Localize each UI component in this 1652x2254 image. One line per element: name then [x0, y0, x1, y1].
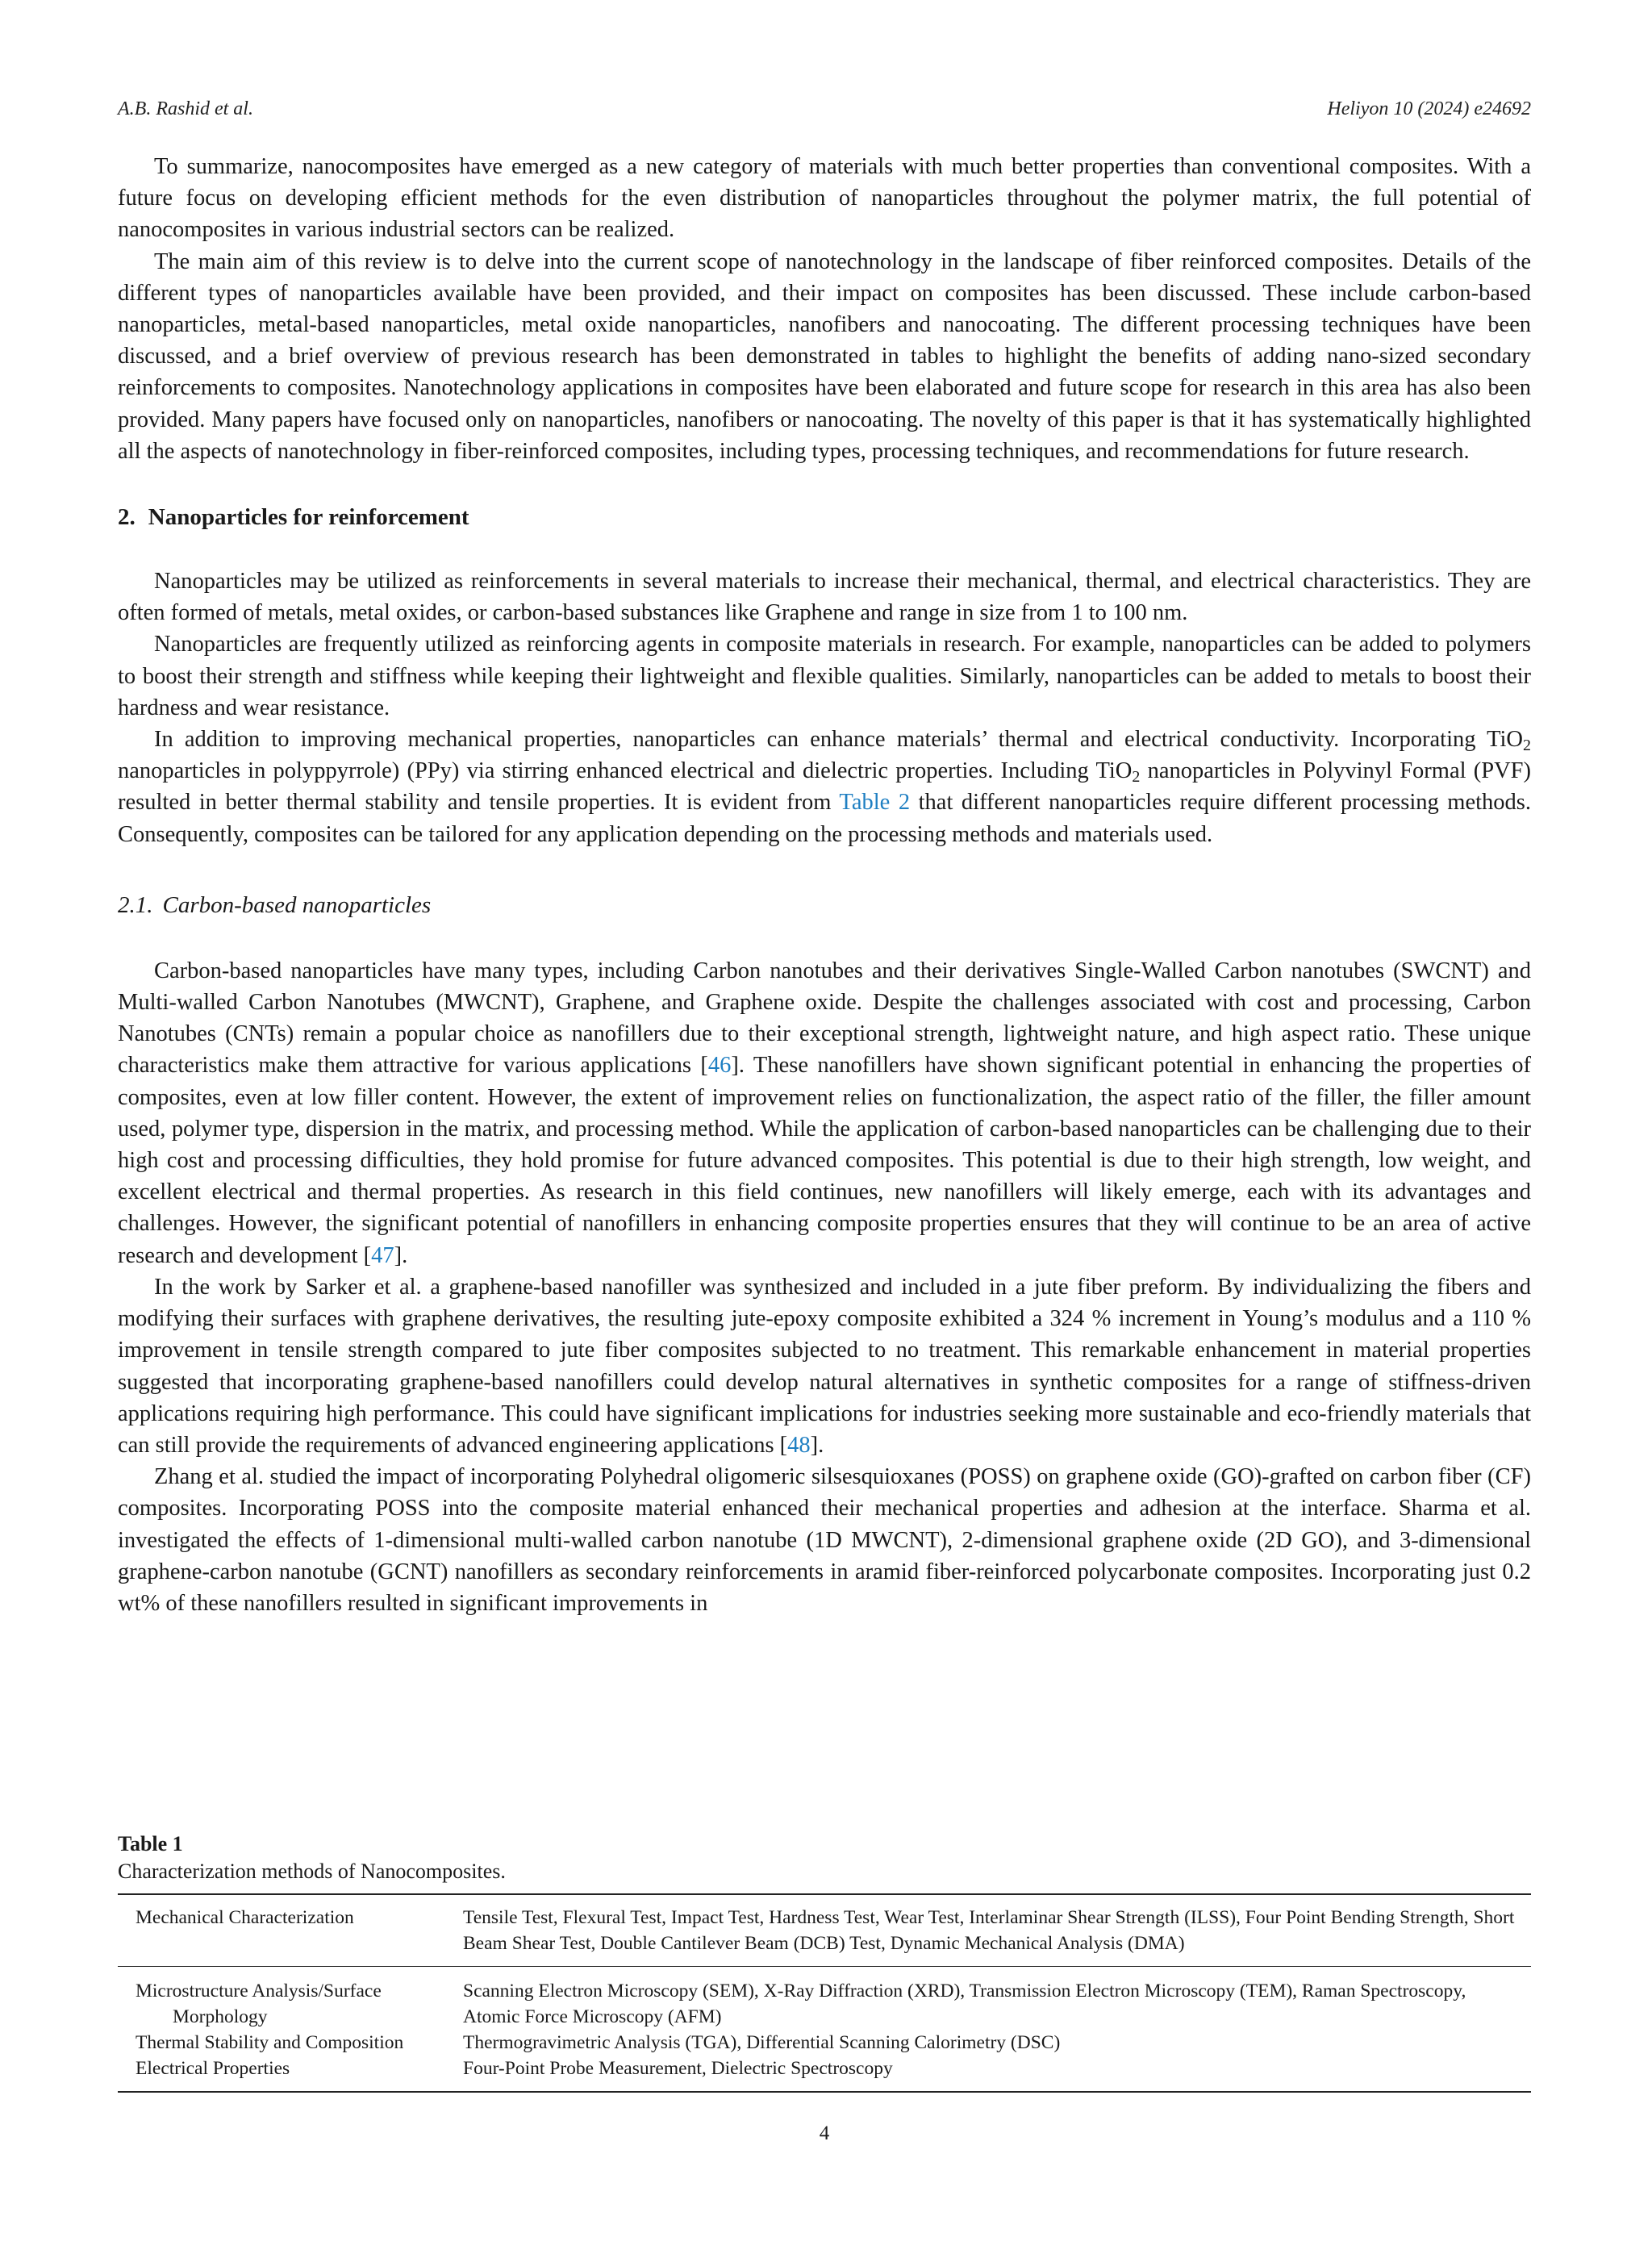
table-group-mechanical: [118, 1895, 1531, 1966]
table-group-other: [118, 1967, 1531, 2091]
section-2-paragraph-1: Nanoparticles may be utilized as reinforcements in several materials to increase their mechanical, thermal, and electrical characteristics. They are often formed of metals, metal oxides, or carbon-based substances like Graphene and range in size from 1 to 100 nm.: [118, 569, 1531, 626]
section-2-number: 2.: [118, 504, 136, 531]
section-2-heading: [118, 501, 1531, 533]
section-2-1-paragraph-2: In the work by Sarker et al. a graphene-based nanofiller was synthesized and included in a jute fiber preform. By individualizing the fibers and modifying their surfaces with graphene derivatives, the resulting jute-epoxy composite exhibited a 324 % increment in Young’s modulus and a 110 % improvement in tensile strength compared to jute fiber composites subjected to no treatment. This remarkable enhancement in material properties suggested that incorporating graphene-based nanofillers could develop natural alternatives in synthetic composites for a range of stiffness-driven applications requiring high performance. This could have significant implications for industries seeking more sustainable and eco-friendly materials that can still provide the requirements of advanced engineering applications [48].: [118, 1274, 1531, 1458]
table-cell-methods: Tensile Test, Flexural Test, Impact Test, Hardness Test, Wear Test, Interlaminar Shear Strength (ILSS), Four Point Bending Strength, Short Beam Shear Test, Double Cantilever Beam (DCB) Test, Dynamic Mechanical Analysis (DMA): [463, 1907, 1515, 1954]
section-2-paragraph-3: In addition to improving mechanical properties, nanoparticles can enhance materials’ thermal and electrical conductivity. Incorporating TiO$_2$ nanoparticles in polyppyrrole) (PPy) via stirring enhanced electrical and dielectric properties. Including TiO$_2$ nanoparticles in Polyvinyl Formal (PVF) resulted in better thermal stability and tensile properties. It is evident from Table 2 that different nanoparticles require different processing methods. Consequently, composites can be tailored for any application depending on the processing methods and materials used.: [118, 727, 1531, 847]
intro-paragraph-1: To summarize, nanocomposites have emerged as a new category of materials with much better properties than conventional composites. With a future focus on developing efficient methods for the even distribution of nanoparticles throughout the polymer matrix, the full potential of nanocomposites in various industrial sectors can be realized.: [118, 154, 1531, 243]
citation-46-link[interactable]: 46: [707, 1053, 732, 1079]
table-row: [118, 2056, 1531, 2081]
citation-48-link[interactable]: 48: [787, 1432, 811, 1458]
table-1: [118, 1830, 1531, 2093]
table-cell-category: Microstructure Analysis/Surface Morphology: [136, 1981, 382, 2027]
section-2-paragraph-2: Nanoparticles are frequently utilized as reinforcing agents in composite materials in research. For example, nanoparticles can be added to polymers to boost their strength and stiffness while keeping their lightweight and flexible qualities. Similarly, nanoparticles can be added to metals to boost their hardness and wear resistance.: [118, 632, 1531, 720]
table-1-label: Table 1: [118, 1832, 183, 1855]
section-2-title: Nanoparticles for reinforcement: [148, 504, 469, 531]
table-1-caption: Characterization methods of Nanocomposites.: [118, 1860, 506, 1883]
body-text: [118, 151, 1531, 1619]
table-cell-methods: Four-Point Probe Measurement, Dielectric Spectroscopy: [463, 2058, 893, 2079]
section-2-1-title: Carbon-based nanoparticles: [162, 891, 432, 918]
table-cell-category: Thermal Stability and Composition: [136, 2032, 404, 2053]
section-2-1-number: 2.1.: [118, 891, 153, 918]
section-2-1-paragraph-3: Zhang et al. studied the impact of incorporating Polyhedral oligomeric silsesquioxanes (POSS) on graphene oxide (GO)-grafted on carbon fiber (CF) composites. Incorporating POSS into the composite material enhanced their mechanical properties and adhesion at the interface. Sharma et al. investigated the effects of 1-dimensional multi-walled carbon nanotube (1D MWCNT), 2-dimensional graphene oxide (2D GO), and 3-dimensional graphene-carbon nanotube (GCNT) nanofillers as secondary reinforcements in aramid fiber-reinforced polycarbonate composites. Incorporating just 0.2 wt% of these nanofillers resulted in significant improvements in: [118, 1464, 1531, 1616]
page-number: 4: [819, 2123, 830, 2144]
table-2-link[interactable]: Table 2: [839, 790, 911, 816]
table-cell-category: Mechanical Characterization: [136, 1907, 354, 1928]
table-row: [118, 2030, 1531, 2056]
table-row: [118, 1905, 1531, 1956]
table-cell-methods: Thermogravimetric Analysis (TGA), Differential Scanning Calorimetry (DSC): [463, 2032, 1061, 2053]
table-cell-category: Electrical Properties: [136, 2058, 290, 2079]
citation-47-link[interactable]: 47: [371, 1242, 394, 1268]
table-bottom-rule: [118, 2091, 1531, 2093]
paper-page: [118, 0, 1531, 2254]
intro-paragraph-2: The main aim of this review is to delve into the current scope of nanotechnology in the landscape of fiber reinforced composites. Details of the different types of nanoparticles available have been provided, and their impact on composites has been discussed. These include carbon-based nanoparticles, metal-based nanoparticles, metal oxide nanoparticles, nanofibers and nanocoating. The different processing techniques have been discussed, and a brief overview of previous research has been demonstrated in tables to highlight the benefits of adding nano-sized secondary reinforcements to composites. Nanotechnology applications in composites have been elaborated and future scope for research in this area has also been provided. Many papers have focused only on nanoparticles, nanofibers or nanocoating. The novelty of this paper is that it has systematically highlighted all the aspects of nanotechnology in fiber-reinforced composites, including types, processing techniques, and recommendations for future research.: [118, 248, 1531, 464]
running-head-journal: Heliyon 10 (2024) e24692: [1327, 98, 1531, 119]
running-head-authors: A.B. Rashid et al.: [118, 98, 253, 119]
section-2-1-heading: [118, 889, 1531, 921]
section-2-1-paragraph-1: Carbon-based nanoparticles have many types, including Carbon nanotubes and their derivatives Single-Walled Carbon nanotubes (SWCNT) and Multi-walled Carbon Nanotubes (MWCNT), Graphene, and Graphene oxide. Despite the challenges associated with cost and processing, Carbon Nanotubes (CNTs) remain a popular choice as nanofillers due to their exceptional strength, lightweight nature, and high aspect ratio. These unique characteristics make them attractive for various applications [46]. These nanofillers have shown significant potential in enhancing the properties of composites, even at low filler content. However, the extent of improvement relies on functionalization, the aspect ratio of the filler, the filler amount used, polymer type, dispersion in the matrix, and processing method. While the application of carbon-based nanoparticles can be challenging due to their high cost and processing difficulties, they hold promise for future advanced composites. This potential is due to their high strength, low weight, and excellent electrical and thermal properties. As research in this field continues, new nanofillers will likely emerge, each with its advantages and challenges. However, the significant potential of nanofillers in enhancing composite properties ensures that they will continue to be an area of active research and development [47].: [118, 958, 1531, 1268]
table-row: [118, 1978, 1531, 2030]
table-cell-methods: Scanning Electron Microscopy (SEM), X-Ray Diffraction (XRD), Transmission Electron Microscopy (TEM), Raman Spectroscopy, Atomic Force Microscopy (AFM): [463, 1981, 1466, 2027]
